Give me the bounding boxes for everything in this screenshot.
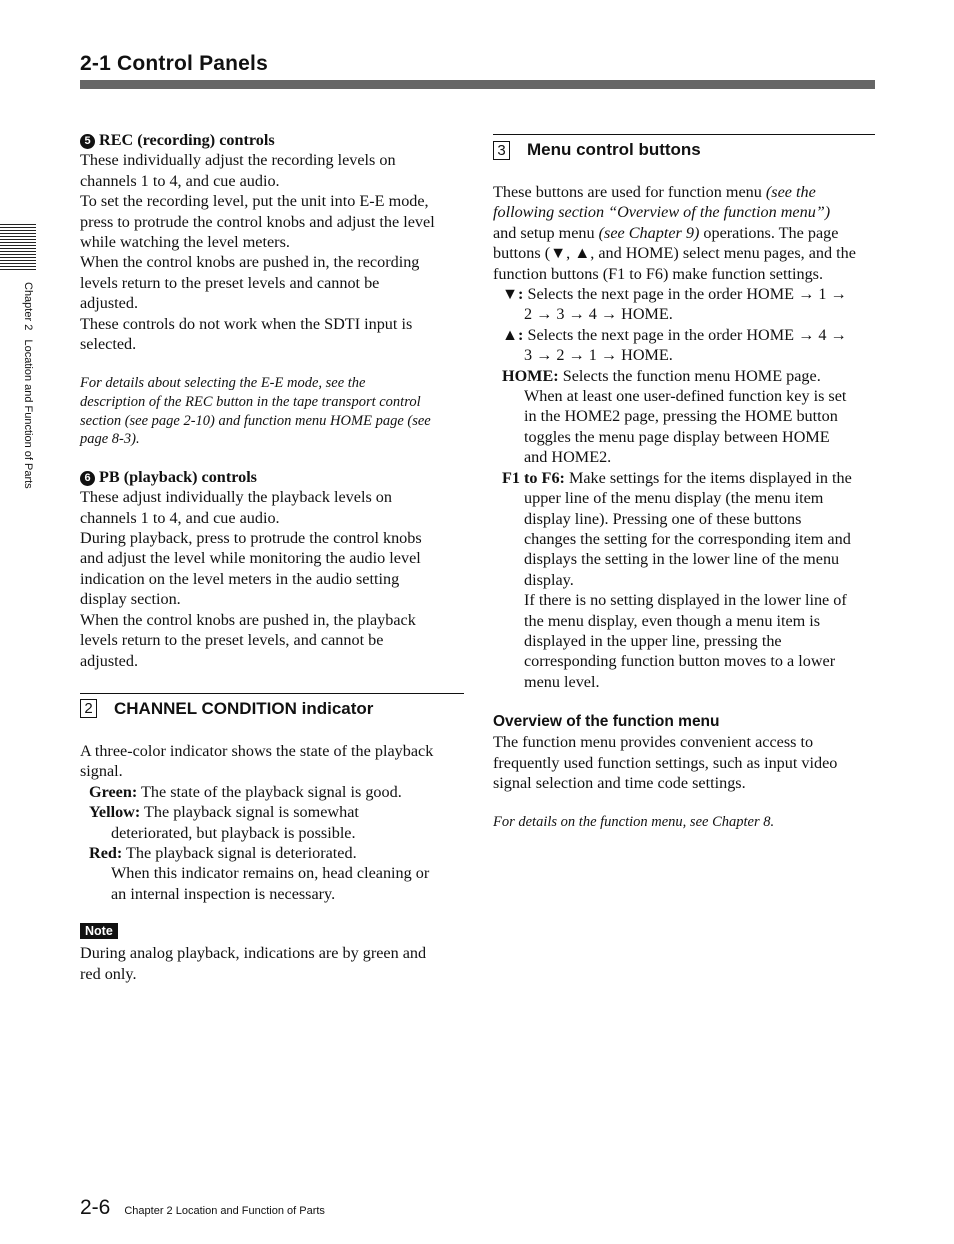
- page-header-title: 2-1 Control Panels: [80, 52, 268, 75]
- footer-chapter-label: Chapter 2 Location and Function of Parts: [124, 1205, 325, 1217]
- down-button-definition: ▼: Selects the next page in the order HOME → 1 →: [502, 285, 847, 304]
- page-number: 2-6: [80, 1196, 111, 1219]
- rec-controls-note: For details about selecting the E-E mode, see the description of the REC button in the tape transport control section (see page 2-10) and function menu HOME page (see page 8-3).: [80, 375, 431, 448]
- right-column: [493, 134, 875, 832]
- channel-condition-note: During analog playback, indications are by green and red only.: [80, 944, 427, 983]
- menu-button-definitions: ▼: Selects the next page in the order HOME → 1 → 2 → 3 → 4 → HOME. ▲: Selects the next page in the order HOME → 4 → 3 → 2 → 1 → HOME. HOME: Selects the function menu HOME page. When at least one user-defined function key is set in the HOME2 page, pressing the HOME button toggles the menu page display between HOME and HOME2. F1 to F6: Make settings for the items displayed in the upper line of the menu display (the menu item display line). Pressing one of these buttons changes the setting for the corresponding item and displays the setting in the lower line of the menu display. If there is no setting displayed in the lower line of the menu display, even though a menu item is displayed in the upper line, pressing the corresponding function button moves to a lower menu level.: [493, 284, 875, 692]
- note-label: Note: [80, 923, 118, 939]
- page-footer: [80, 1196, 325, 1220]
- pb-controls-heading: 6 PB (playback) controls: [80, 467, 464, 487]
- overview-note: For details on the function menu, see Chapter 8.: [493, 814, 775, 831]
- header-rule: [80, 80, 875, 89]
- chapter-tab-marker: [0, 224, 36, 270]
- yellow-definition: Yellow: The playback signal is somewhat: [89, 803, 359, 822]
- function-buttons-definition: F1 to F6: Make settings for the items displayed in the: [502, 468, 852, 487]
- up-button-definition: ▲: Selects the next page in the order HOME → 4 →: [502, 325, 847, 344]
- rec-controls-heading: 5 REC (recording) controls: [80, 130, 464, 150]
- channel-condition-heading: 2 CHANNEL CONDITION indicator: [80, 693, 464, 719]
- red-definition: Red: The playback signal is deteriorated.: [89, 843, 357, 862]
- menu-control-buttons-heading: 3 Menu control buttons: [493, 134, 875, 160]
- pb-controls-body: These adjust individually the playback levels on channels 1 to 4, and cue audio. During playback, press to protrude the control knobs and adjust the level while monitoring the audio level indication on the level meters in the audio setting display section. When the control knobs are pushed in, the playback levels return to the preset levels, and cannot be adjusted.: [80, 488, 422, 670]
- channel-condition-body: A three-color indicator shows the state of the playback signal. Green: The state of the playback signal is good. Yellow: The playback signal is somewhat deteriorated, but playback is possible. Red: The playback signal is deteriorated. When this indicator remains on, head cleaning or an internal inspection is necessary.: [80, 741, 464, 904]
- left-column: [80, 130, 464, 984]
- rec-controls-body: These individually adjust the recording levels on channels 1 to 4, and cue audio. To set the recording level, put the unit into E-E mode, press to protrude the control knobs and adjust the level while watching the level meters. When the control knobs are pushed in, the recording levels return to the preset levels and cannot be adjusted. These controls do not work when the SDTI input is selected.: [80, 151, 435, 354]
- item-number-6-icon: 6: [80, 471, 95, 486]
- section-number-2-icon: 2: [80, 699, 97, 718]
- item-number-5-icon: 5: [80, 134, 95, 149]
- overview-body: The function menu provides convenient access to frequently used function settings, such as input video signal selection and time code settings.: [493, 733, 838, 792]
- green-definition: Green: The state of the playback signal is good.: [89, 782, 402, 801]
- menu-control-intro: These buttons are used for function menu (see the following section “Overview of the function menu”) and setup menu (see Chapter 9) operations. The page buttons (▼, ▲, and HOME) select menu pages, and the function buttons (F1 to F6) make function settings.: [493, 183, 856, 283]
- home-button-definition: HOME: Selects the function menu HOME page.: [502, 366, 821, 385]
- overview-heading: Overview of the function menu: [493, 713, 720, 731]
- section-number-3-icon: 3: [493, 141, 510, 160]
- side-chapter-label: Chapter 2 Location and Function of Parts: [22, 282, 34, 489]
